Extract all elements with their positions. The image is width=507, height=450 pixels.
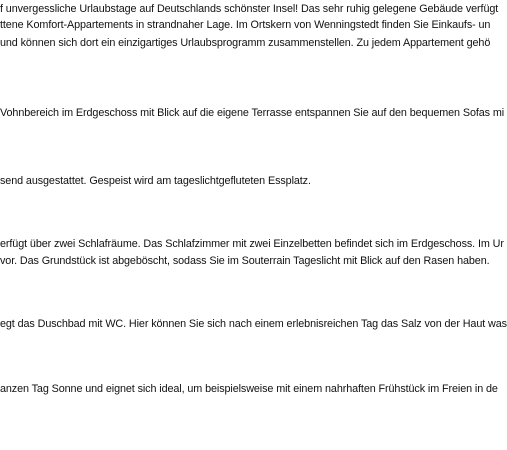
paragraph-1-line-3: und können sich dort ein einzigartiges Urlaubsprogramm zusammenstellen. Zu jedem Appartement gehö: [0, 37, 491, 49]
paragraph-1-line-1: f unvergessliche Urlaubstage auf Deutschlands schönster Insel! Das sehr ruhig gelegene Gebäude verfügt: [0, 3, 499, 15]
paragraph-5-line-1: egt das Duschbad mit WC. Hier können Sie sich nach einem erlebnisreichen Tag das Salz von der Haut was: [0, 318, 507, 330]
paragraph-4-line-1: erfügt über zwei Schlafräume. Das Schlafzimmer mit zwei Einzelbetten befindet sich im Erdgeschoss. Im Ur: [0, 238, 504, 250]
paragraph-3-line-1: send ausgestattet. Gespeist wird am tageslichtgefluteten Essplatz.: [0, 175, 311, 187]
paragraph-4-line-2: vor. Das Grundstück ist abgeböscht, sodass Sie im Souterrain Tageslicht mit Blick auf den Rasen haben.: [0, 255, 490, 267]
paragraph-1-line-2: ttene Komfort-Appartements in strandnaher Lage. Im Ortskern von Wenningstedt finden Sie Einkaufs- un: [0, 19, 491, 31]
paragraph-6-line-1: anzen Tag Sonne und eignet sich ideal, um beispielsweise mit einem nahrhaften Frühstück im Freien in de: [0, 383, 498, 395]
paragraph-2-line-1: Vohnbereich im Erdgeschoss mit Blick auf die eigene Terrasse entspannen Sie auf den bequemen Sofas mi: [0, 107, 505, 119]
